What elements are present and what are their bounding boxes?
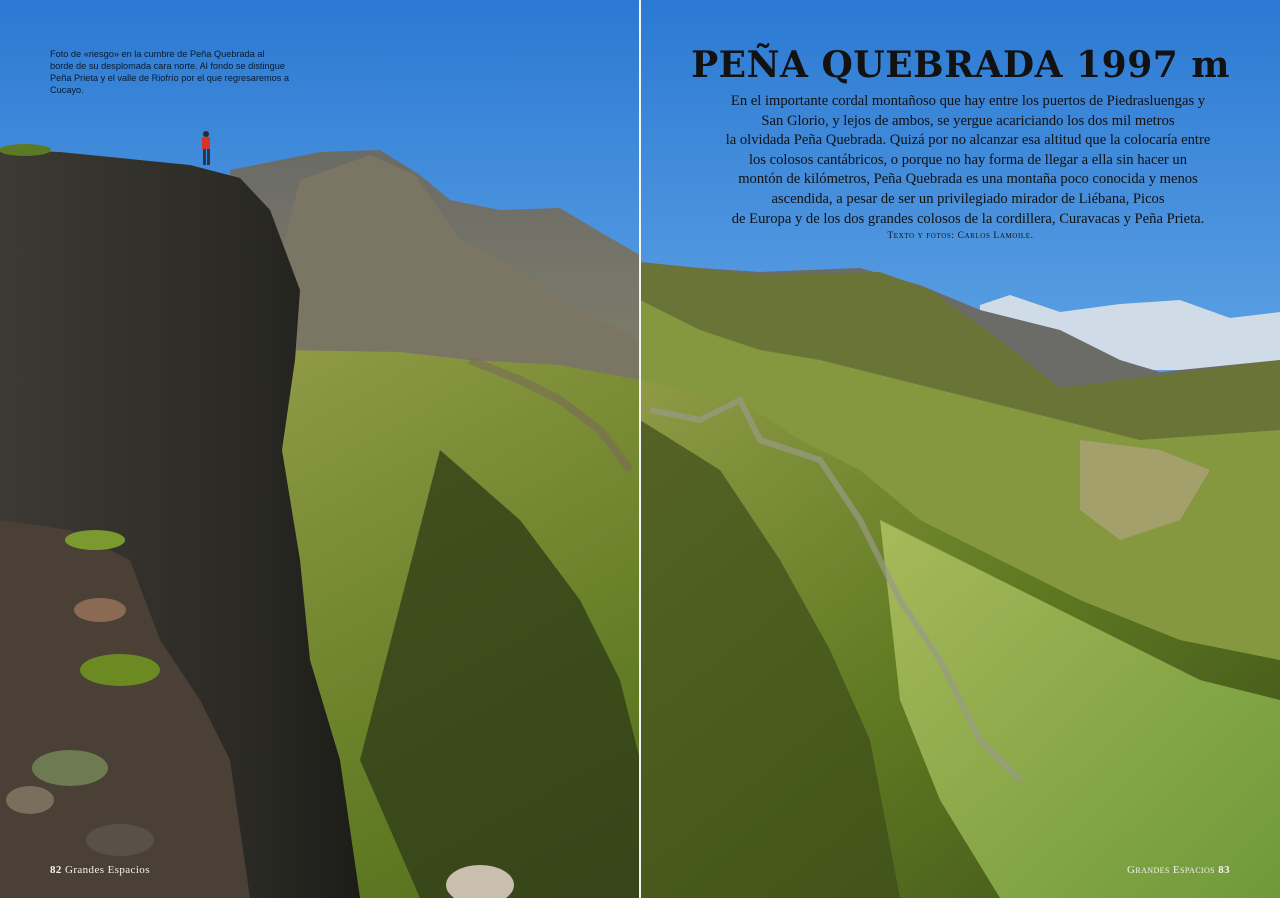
intro-line: montón de kilómetros, Peña Quebrada es una montaña poco conocida y menos (738, 171, 1198, 188)
article-title: PEÑA QUEBRADA 1997 m (691, 44, 1230, 86)
page-number-right: 83 (1218, 864, 1230, 876)
folio-left (50, 864, 150, 876)
mountain-photo-left (0, 0, 639, 898)
intro-line: la olvidada Peña Quebrada. Quizá por no alcanzar esa altitud que la colocaría entre (725, 132, 1211, 149)
magazine-name-left: Grandes Espacios (64, 864, 150, 876)
magazine-name-right: Grandes Espacios (1127, 864, 1216, 876)
photo-caption: Foto de «riesgo» en la cumbre de Peña Quebrada al borde de su desplomada cara norte. Al fondo se distingue Peña Prieta y el valle de Riofrío por el que regresaremos a Cucayo. (50, 49, 290, 95)
intro-line: En el importante cordal montañoso que hay entre los puertos de Piedrasluengas y (730, 93, 1206, 109)
hiker-figure (197, 130, 217, 168)
page-number-left: 82 (50, 864, 62, 876)
intro-line: San Glorio, y lejos de ambos, se yergue acariciando los dos mil metros (761, 112, 1175, 129)
article-intro (703, 92, 1233, 229)
author-credit: Texto y fotos: Carlos Lamoile. (887, 231, 1034, 241)
folio-right (1127, 864, 1230, 876)
left-page (0, 0, 639, 898)
intro-line: ascendida, a pesar de ser un privilegiado mirador de Liébana, Picos (771, 190, 1165, 207)
intro-line: de Europa y de los dos grandes colosos de la cordillera, Curavacas y Peña Prieta. (731, 210, 1205, 227)
right-page (641, 0, 1280, 898)
intro-line: los colosos cantábricos, o porque no hay forma de llegar a ella sin hacer un (748, 151, 1188, 168)
